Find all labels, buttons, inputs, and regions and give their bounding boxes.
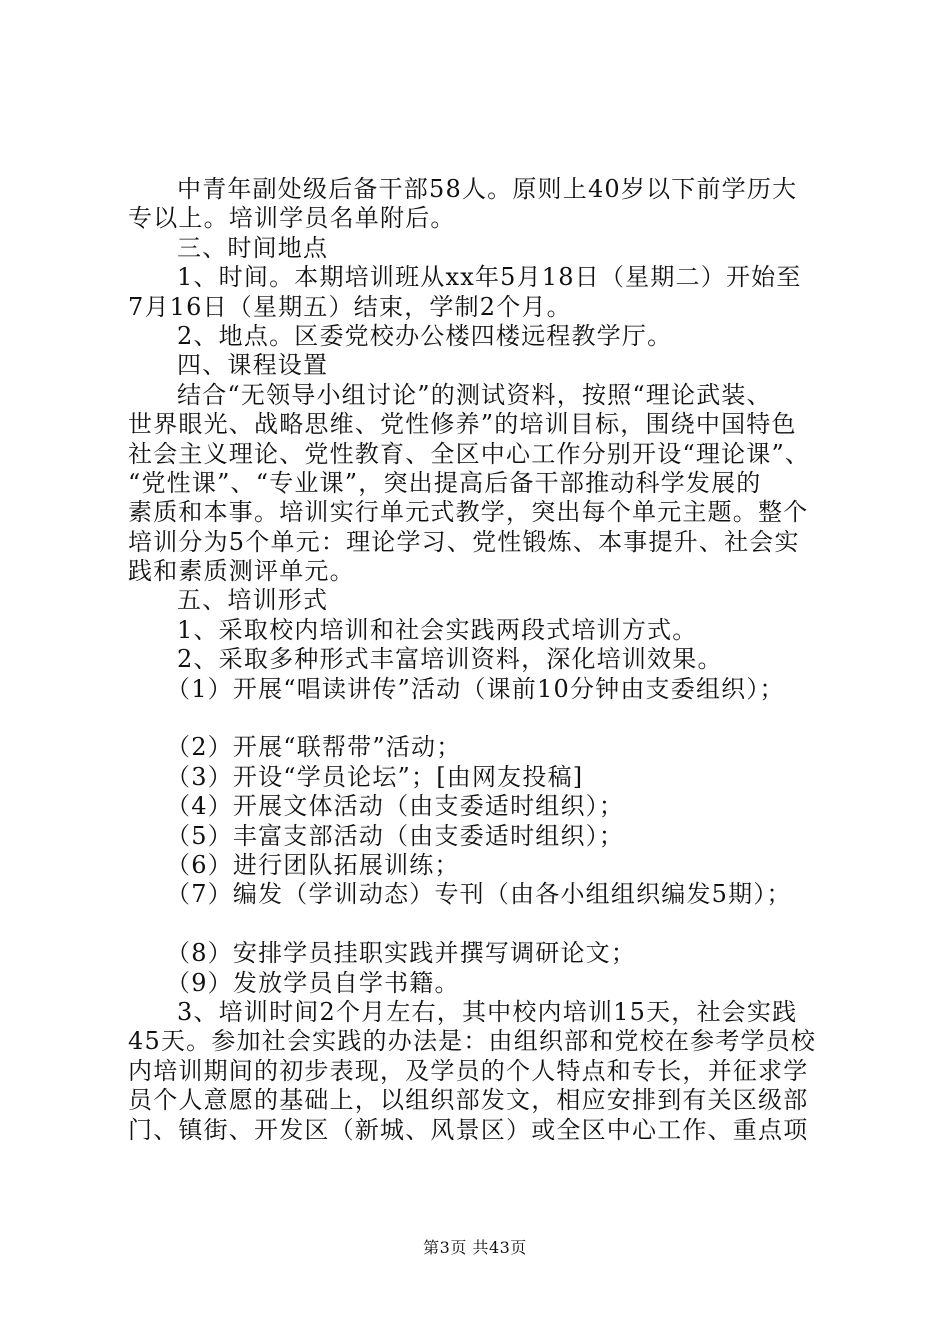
list-item: （7）编发（学训动态）专刊（由各小组组织编发5期）； xyxy=(166,880,792,909)
paragraph-line: 1、采取校内培训和社会实践两段式培训方式。 xyxy=(177,615,698,644)
paragraph-line: “党性课”、“专业课”，突出提高后备干部推动科学发展的 xyxy=(128,468,762,497)
list-item: （5）丰富支部活动（由支委适时组织）； xyxy=(166,821,625,850)
list-item: （3）开设“学员论坛”；[由网友投稿] xyxy=(166,762,584,791)
list-item: （9）发放学员自学书籍。 xyxy=(166,968,460,997)
paragraph-line: 2、采取多种形式丰富培训资料，深化培训效果。 xyxy=(177,645,723,674)
paragraph-line: 践和素质测评单元。 xyxy=(128,557,355,586)
paragraph-line: 社会主义理论、党性教育、全区中心工作分别开设“理论课”、 xyxy=(128,439,811,468)
section-heading: 三、时间地点 xyxy=(177,233,329,262)
list-item: （1）开展“唱读讲传”活动（课前10分钟由支委组织）； xyxy=(166,674,785,703)
list-item: （6）进行团队拓展训练； xyxy=(166,850,460,879)
paragraph-line: 7月16日（星期五）结束，学制2个月。 xyxy=(128,292,572,321)
list-item: （8）安排学员挂职实践并撰写调研论文； xyxy=(166,939,637,968)
paragraph-line: 结合“无领导小组讨论”的测试资料，按照“理论武装、 xyxy=(177,380,772,409)
paragraph-line: 2、地点。区委党校办公楼四楼远程教学厅。 xyxy=(177,321,673,350)
paragraph-line: 门、镇街、开发区（新城、风景区）或全区中心工作、重点项 xyxy=(128,1115,809,1144)
paragraph-line: 3、培训时间2个月左右，其中校内培训15天，社会实践 xyxy=(177,997,798,1026)
page-number: 第3页 共43页 xyxy=(423,1238,527,1257)
paragraph-line: 内培训期间的初步表现，及学员的个人特点和专长，并征求学 xyxy=(128,1056,809,1085)
section-heading: 四、课程设置 xyxy=(177,351,329,380)
blank-line xyxy=(128,910,838,939)
body-text xyxy=(128,175,838,1145)
list-item: （4）开展文体活动（由支委适时组织）； xyxy=(166,792,625,821)
list-item: （2）开展“联帮带”活动； xyxy=(166,733,462,762)
paragraph-line: 专以上。培训学员名单附后。 xyxy=(128,204,456,233)
paragraph-line: 素质和本事。培训实行单元式教学，突出每个单元主题。整个 xyxy=(128,498,809,527)
section-heading: 五、培训形式 xyxy=(177,586,329,615)
blank-line xyxy=(128,704,838,733)
paragraph-line: 培训分为5个单元：理论学习、党性锻炼、本事提升、社会实 xyxy=(128,527,800,556)
paragraph-line: 员个人意愿的基础上，以组织部发文，相应安排到有关区级部 xyxy=(128,1086,809,1115)
paragraph-line: 45天。参加社会实践的办法是：由组织部和党校在参考学员校 xyxy=(128,1027,817,1056)
paragraph-line: 1、时间。本期培训班从xx年5月18日（星期二）开始至 xyxy=(177,263,802,292)
paragraph-line: 中青年副处级后备干部58人。原则上40岁以下前学历大 xyxy=(177,175,798,203)
paragraph-line: 世界眼光、战略思维、党性修养”的培训目标，围绕中国特色 xyxy=(128,410,797,439)
